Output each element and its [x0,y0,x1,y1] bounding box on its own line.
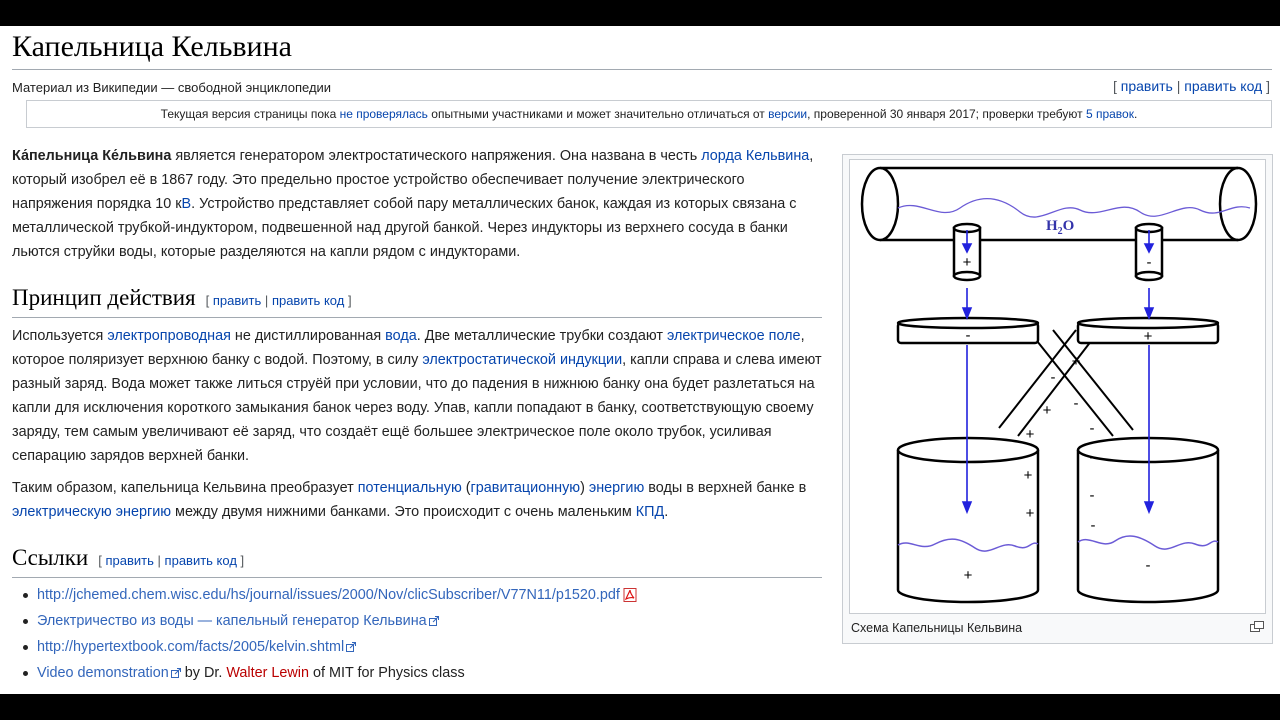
section-edit-link[interactable]: править [212,293,262,308]
pdf-icon [623,588,637,602]
conductive-link[interactable]: электропроводная [107,328,231,344]
page-title: Капельница Кельвина [12,30,292,63]
external-link-icon [346,642,356,652]
external-links-list [12,582,822,686]
flagged-revision-notice: Текущая версия страницы пока не проверялась опытными участниками и может значительно отличаться от версии, проверенной 30 января 2017; проверки требуют 5 правок. [26,100,1272,128]
svg-text:-: - [1090,517,1096,534]
list-item [20,582,822,608]
svg-text:+: + [1023,467,1033,484]
lord-kelvin-link[interactable]: лорда Кельвина [701,148,810,164]
article-content [12,144,822,686]
volt-link[interactable]: В [181,196,192,212]
figure-image[interactable] [849,159,1266,614]
list-item: Video demonstration by Dr. Walter Lewin of MIT for Physics class [20,660,822,686]
electric-energy-link[interactable]: электрическую энергию [12,504,172,520]
links-section-edit-code-link[interactable]: править код [164,553,237,568]
efficiency-link[interactable]: КПД [635,504,665,520]
svg-text:-: - [1050,369,1056,386]
svg-text:+: + [1042,402,1052,419]
potential-link[interactable]: потенциальную [357,480,462,496]
enlarge-icon[interactable] [1250,621,1264,633]
svg-text:-: - [1145,557,1151,574]
gravitational-link[interactable]: гравитационную [470,480,581,496]
links-section-edit-links: [ править | править код ] [98,553,245,568]
svg-text:+: + [963,567,973,584]
svg-text:-: - [1073,395,1079,412]
electrostatic-induction-link[interactable]: электростатической индукции [422,352,623,368]
external-link-hypertextbook[interactable]: http://hypertextbook.com/facts/2005/kelvin.shtml [37,639,345,655]
article-page [0,26,1280,694]
electric-field-link[interactable]: электрическое поле [667,328,801,344]
section-edit-code-link[interactable]: править код [271,293,345,308]
svg-text:-: - [1089,420,1095,437]
external-link-icon [429,616,439,626]
svg-text:+: + [1143,328,1153,345]
principle-heading: Принцип действия [ править | править код ] [12,284,822,318]
energy-link[interactable]: энергию [588,480,645,496]
external-link-video[interactable]: Video demonstration [37,665,169,681]
title-divider [12,69,1272,70]
external-link-icon [171,668,181,678]
walter-lewin-link[interactable]: Walter Lewin [226,665,309,681]
links-heading: Ссылки [ править | править код ] [12,544,822,578]
svg-text:+: + [1025,505,1035,522]
principle-paragraph-1: Используется электропроводная не дистиллированная вода. Две металлические трубки создают электрическое поле, которое поляризует верхнюю банку с водой. Поэтому, в силу электростатической индукции, капли справа и слева имеют разный заряд. Вода может также литься струёй при условии, что до падения в нижнюю банку она будет разлетаться на капли для исключения короткого замыкания банок через воду. Упав, капли попадают в банку, соответствующую своему заряду, тем самым увеличивают её заряд, что создаёт ещё большее электрическое поле около трубок, усиливая сепарацию зарядов верхней банки. [12,328,822,464]
links-section-edit-link[interactable]: править [105,553,154,568]
version-link[interactable]: версии [768,107,808,121]
svg-text:-: - [1089,487,1095,504]
edit-link[interactable]: править [1120,78,1173,94]
kelvin-dropper-diagram [850,160,1265,613]
water-link[interactable]: вода [385,328,417,344]
svg-text:-: - [1089,449,1095,466]
page-edit-links: [ править | править код ] [1112,78,1270,94]
intro-paragraph: Ка́пельница Ке́львина является генератором электростатического напряжения. Она названа в честь лорда Кельвина, который изобрел её в 1867 году. Это предельно простое устройство обеспечивает получение электрического напряжения порядка 10 кВ. Устройство представляет собой пару металлических банок, каждая из которых связана с металлической трубкой-индуктором, подвешенной над другой банкой. Через индукторы из верхнего сосуда в банки льются струйки воды, которые разделяются на капли рядом с индукторами. [12,148,814,260]
svg-text:+: + [1071,353,1081,370]
svg-text:+: + [1025,426,1035,443]
svg-text:H2O: $H_2O$ [1046,218,1075,237]
svg-text:-: - [965,327,971,344]
external-link-pdf[interactable]: http://jchemed.chem.wisc.edu/hs/journal/issues/2000/Nov/clicSubscriber/V77N11/p1520.pdf [37,587,620,603]
pending-edits-link[interactable]: 5 правок [1085,107,1134,121]
not-checked-link[interactable]: не проверялась [339,107,428,121]
list-item [20,608,822,634]
list-item [20,634,822,660]
figure-thumbnail [842,154,1273,644]
principle-paragraph-2: Таким образом, капельница Кельвина преобразует потенциальную (гравитационную) энергию воды в верхней банке в электрическую энергию между двумя нижними банками. Это происходит с очень маленьким КПД. [12,480,807,520]
svg-text:+: + [962,254,972,271]
section-edit-links: [ править | править код ] [205,293,352,308]
tagline: Материал из Википедии — свободной энциклопедии [12,80,332,95]
edit-code-link[interactable]: править код [1184,78,1263,94]
figure-caption: Схема Капельницы Кельвина [851,621,1023,635]
external-link-water-electricity[interactable]: Электричество из воды — капельный генератор Кельвина [37,613,427,629]
svg-text:-: - [1146,254,1152,271]
